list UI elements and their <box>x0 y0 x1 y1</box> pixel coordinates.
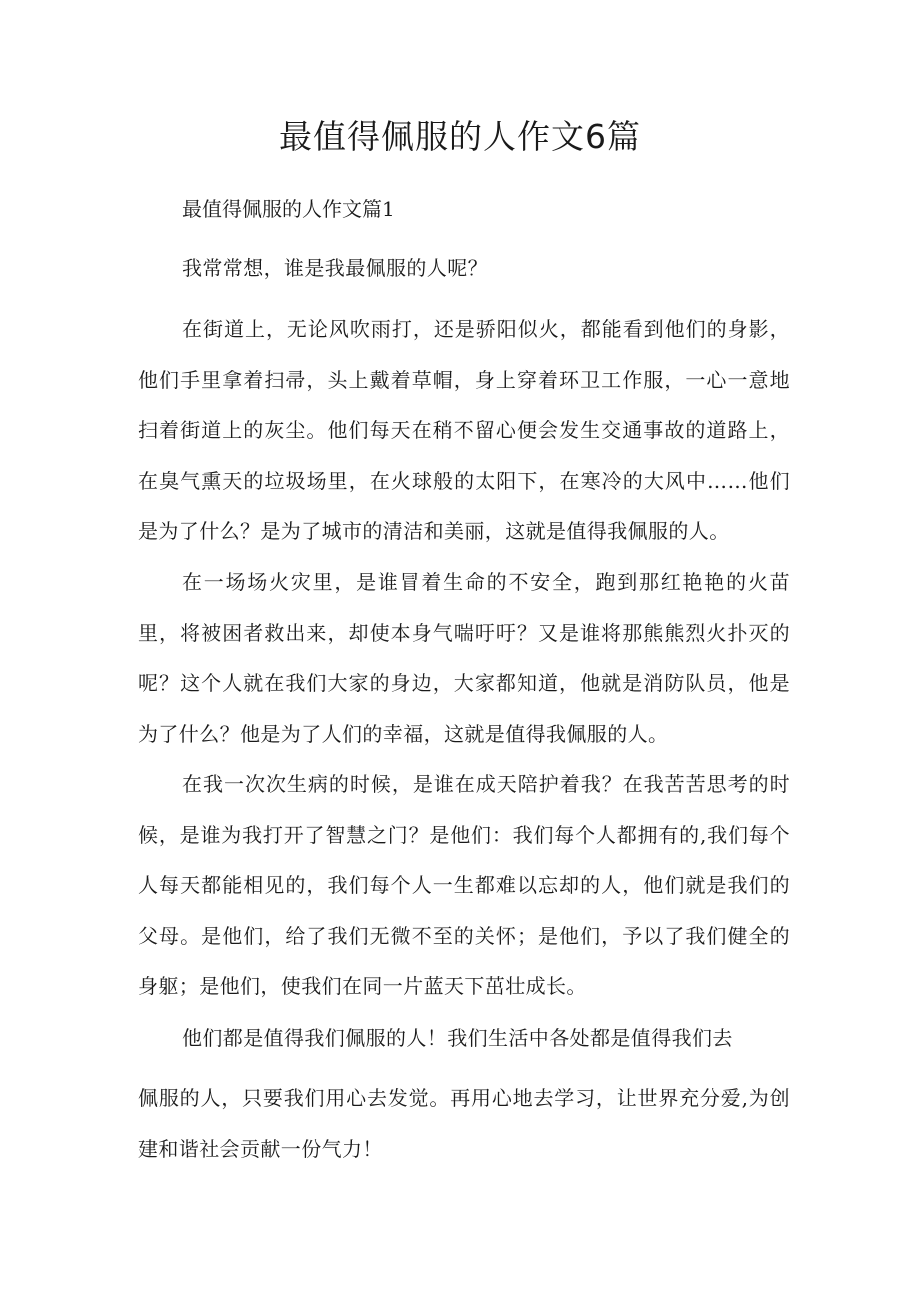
section-heading: 最值得佩服的人作文篇1 <box>182 197 395 221</box>
document-title: 最值得佩服的人作文6篇 <box>279 117 641 156</box>
paragraph-intro: 我常常想，谁是我最佩服的人呢？ <box>182 256 488 280</box>
paragraph-firefighters: 在一场场火灾里，是谁冒着生命的不安全，跑到那红艳艳的火苗里，将被困者救出来，却使本身气喘吁吁？又是谁将那熊熊烈火扑灭的呢？这个人就在我们大家的身边，大家都知道，他就是消防队员，他是为了什么？他是为了人们的幸福，这就是值得我佩服的人。 <box>138 570 790 746</box>
paragraph-conclusion-start: 他们都是值得我们佩服的人！我们生活中各处都是值得我们去 <box>182 1026 733 1050</box>
paragraph-conclusion-end: 佩服的人，只要我们用心去发觉。再用心地去学习，让世界充分爱,为创建和谐社会贡献一份气力！ <box>138 1086 790 1161</box>
paragraph-sanitation-workers: 在街道上，无论风吹雨打，还是骄阳似火，都能看到他们的身影，他们手里拿着扫帚，头上戴着草帽，身上穿着环卫工作服，一心一意地扫着街道上的灰尘。他们每天在稍不留心便会发生交通事故的道路上，在臭气熏天的垃圾场里，在火球般的太阳下，在寒冷的大风中……他们是为了什么？是为了城市的清洁和美丽，这就是值得我佩服的人。 <box>138 317 790 543</box>
paragraph-parents: 在我一次次生病的时候，是谁在成天陪护着我？在我苦苦思考的时候，是谁为我打开了智慧之门？是他们：我们每个人都拥有的,我们每个人每天都能相见的，我们每个人一生都难以忘却的人，他们就是我们的父母。是他们，给了我们无微不至的关怀；是他们，予以了我们健全的身躯；是他们，使我们在同一片蓝天下茁壮成长。 <box>138 772 790 998</box>
